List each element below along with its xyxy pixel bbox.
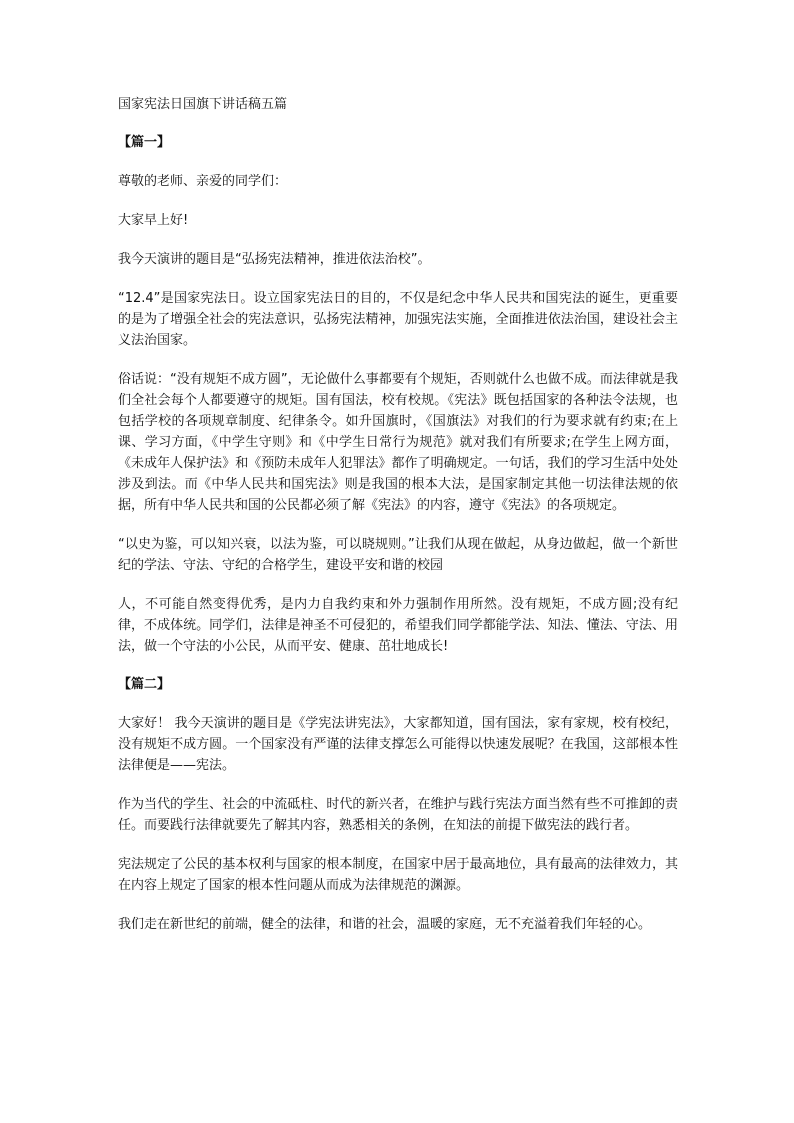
- paragraph-constitution-rights: 宪法规定了公民的基本权利与国家的根本制度，在国家中居于最高地位，具有最高的法律效力，其在内容上规定了国家的根本性问题从而成为法律规范的渊源。: [118, 857, 678, 893]
- paragraph-students-duty: 作为当代的学生、社会的中流砥柱、时代的新兴者，在维护与践行宪法方面当然有些不可推卸的责任。而要践行法律就要先了解其内容，熟悉相关的条例，在知法的前提下做宪法的践行者。: [118, 797, 678, 833]
- paragraph-discipline: 人，不可能自然变得优秀，是内力自我约束和外力强制作用所然。没有规矩，不成方圆;没有纪律，不成体统。同学们，法律是神圣不可侵犯的，希望我们同学都能学法、知法、懂法、守法、用法，做一个守法的小公民，从而平安、健康、茁壮地成长!: [118, 597, 678, 654]
- paragraph-greeting: 尊敬的老师、亲爱的同学们：: [118, 174, 288, 189]
- paragraph-new-century: 我们走在新世纪的前端，健全的法律，和谐的社会，温暖的家庭，无不充溢着我们年轻的心。: [118, 917, 652, 932]
- paragraph-history: “以史为鉴，可以知兴衰，以法为鉴，可以晓规则。”让我们从现在做起，从身边做起，做一个新世纪的学法、守法、守纪的合格学生，建设平安和谐的校园: [118, 537, 678, 573]
- paragraph-morning: 大家早上好!: [118, 213, 189, 228]
- section-heading-2: 【篇二】: [118, 677, 171, 692]
- document-title: 国家宪法日国旗下讲话稿五篇: [118, 97, 288, 112]
- paragraph-constitution-day: “12.4”是国家宪法日。设立国家宪法日的目的，不仅是纪念中华人民共和国宪法的诞生，更重要的是为了增强全社会的宪法意识，弘扬宪法精神，加强宪法实施，全面推进依法治国，建设社会主义法治国家。: [118, 291, 678, 348]
- document-page: [118, 95, 678, 953]
- section-heading-1: 【篇一】: [118, 135, 171, 150]
- paragraph-speech-2-intro: 大家好！ 我今天演讲的题目是《学宪法讲宪法》，大家都知道，国有国法，家有家规，校有校纪，没有规矩不成方圆。一个国家没有严谨的法律支撑怎么可能得以快速发展呢？在我国，这部根本性法律便是——宪法。: [118, 716, 678, 773]
- paragraph-topic: 我今天演讲的题目是“弘扬宪法精神，推进依法治校”。: [118, 252, 431, 267]
- paragraph-rules: 俗话说：“没有规矩不成方圆”，无论做什么事都要有个规矩，否则就什么也做不成。而法律就是我们全社会每个人都要遵守的规矩。国有国法，校有校规。《宪法》既包括国家的各种法令法规，也包括学校的各项规章制度、纪律条令。如升国旗时，《国旗法》对我们的行为要求就有约束;在上课、学习方面，《中学生守则》和《中学生日常行为规范》就对我们有所要求;在学生上网方面，《未成年人保护法》和《预防未成年人犯罪法》都作了明确规定。一句话，我们的学习生活中处处涉及到法。而《中华人民共和国宪法》则是我国的根本大法，是国家制定其他一切法律法规的依据，所有中华人民共和国的公民都必须了解《宪法》的内容，遵守《宪法》的各项规定。: [118, 372, 678, 513]
